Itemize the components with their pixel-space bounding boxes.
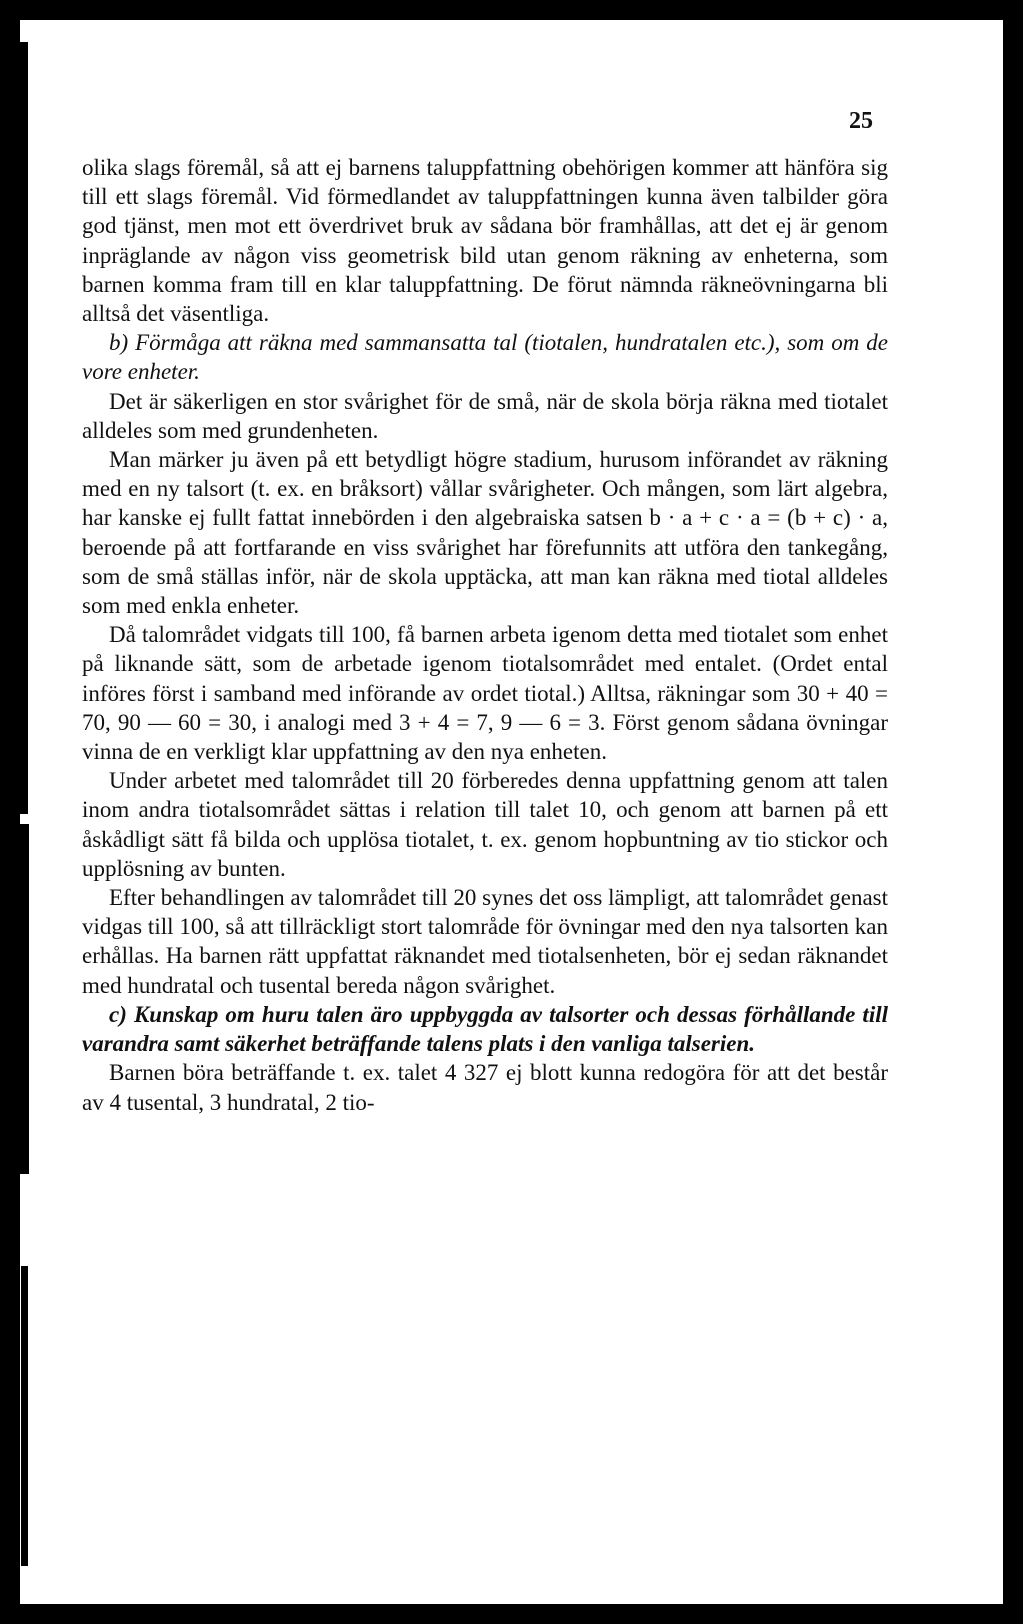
paragraph-intro: olika slags föremål, så att ej barnens taluppfattning obehörigen kommer att hänföra sig till ett slags föremål. Vid förmedlandet av taluppfattningen kunna även talbilder göra god tjänst, men mot ett överdrivet bruk av sådana bör framhållas, att det ej är genom inpräglande av någon viss geometrisk bild utan genom räkning av enheterna, som barnen komma fram till en klar taluppfattning. De förut nämnda räkneövningarna bli alltså det väsentliga. xyxy=(82,155,888,327)
body-text xyxy=(82,153,888,1117)
section-heading-c: c) Kunskap om huru talen äro uppbyggda av talsorter och dessas förhållande till varandra samt säkerhet beträffande talens plats i den vanliga talserien. xyxy=(82,1001,888,1057)
section-heading-b: b) Förmåga att räkna med sammansatta tal (tiotalen, hundratalen etc.), som om de vore enheter. xyxy=(82,330,888,385)
scan-margin-rule-top xyxy=(20,42,28,814)
page-number: 25 xyxy=(849,108,873,134)
paragraph: Då talområdet vidgats till 100, få barnen arbeta igenom detta med tiotalet som enhet på liknande sätt, som de arbetade igenom tiotalsområdet med entalet. (Ordet ental införes först i samband med införande av ordet tiotal.) Alltsa, räkningar som 30 + 40 = 70, 90 — 60 = 30, i analogi med 3 + 4 = 7, 9 — 6 = 3. Först genom sådana övningar vinna de en verkligt klar uppfattning av den nya enheten. xyxy=(82,622,888,765)
paragraph: Under arbetet med talområdet till 20 förberedes denna uppfattning genom att talen inom andra tiotalsområdet sättas i relation till talet 10, och genom att barnen på ett åskådligt sätt få bilda och upplösa tiotalet, t. ex. genom hopbuntning av tio stickor och upplösning av bunten. xyxy=(82,768,888,881)
scan-margin-rule-middle xyxy=(20,824,29,1174)
paragraph: Man märker ju även på ett betydligt högre stadium, hurusom införandet av räkning med en ny talsort (t. ex. en bråksort) vållar svårigheter. Och mången, som lärt algebra, har kanske ej fullt fattat innebörden i den algebraiska satsen b · a + c · a = (b + c) · a, beroende på att fortfarande en viss svårighet har förefunnits att utföra den tankegång, som de små ställas inför, när de skola upptäcka, att man kan räkna med tiotal alldeles som med enkla enheter. xyxy=(82,447,888,619)
book-page xyxy=(20,20,1003,1604)
paragraph: Efter behandlingen av talområdet till 20 synes det oss lämpligt, att talområdet genast vidgas till 100, så att tillräckligt stort talområde för övningar med den nya talsorten kan erhållas. Ha barnen rätt uppfattat räknandet med tiotalsenheten, bör ej sedan räknandet med hundratal och tusental bereda någon svårighet. xyxy=(82,885,888,998)
paragraph: Det är säkerligen en stor svårighet för de små, när de skola börja räkna med tiotalet alldeles som med grundenheten. xyxy=(82,388,888,443)
paragraph-final: Barnen böra beträffande t. ex. talet 4 327 ej blott kunna redogöra för att det består av 4 tusental, 3 hundratal, 2 tio- xyxy=(82,1060,888,1115)
scan-margin-rule-bottom xyxy=(21,1266,28,1566)
